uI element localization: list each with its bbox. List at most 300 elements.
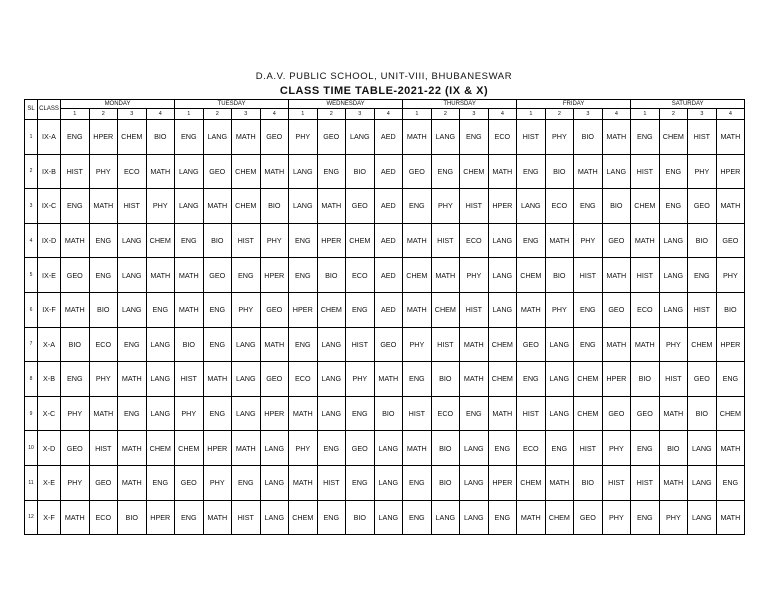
serial-number: 12 bbox=[25, 500, 38, 535]
subject-cell: ENG bbox=[346, 465, 375, 500]
class-name: IX-E bbox=[38, 258, 61, 293]
subject-cell: ENG bbox=[346, 292, 375, 327]
subject-cell: PHY bbox=[716, 258, 745, 293]
subject-cell: ENG bbox=[146, 465, 175, 500]
period-number-header: 2 bbox=[431, 109, 460, 120]
serial-number: 7 bbox=[25, 327, 38, 362]
subject-cell: LANG bbox=[517, 189, 546, 224]
subject-cell: MATH bbox=[203, 362, 232, 397]
table-row bbox=[25, 292, 745, 327]
subject-cell: LANG bbox=[602, 154, 631, 189]
subject-cell: LANG bbox=[545, 396, 574, 431]
period-number-header: 4 bbox=[146, 109, 175, 120]
subject-cell: LANG bbox=[118, 223, 147, 258]
subject-cell: BIO bbox=[545, 154, 574, 189]
subject-cell: GEO bbox=[631, 396, 660, 431]
subject-cell: CHEM bbox=[517, 465, 546, 500]
subject-cell: HIST bbox=[688, 292, 717, 327]
subject-cell: BIO bbox=[545, 258, 574, 293]
serial-number: 2 bbox=[25, 154, 38, 189]
subject-cell: MATH bbox=[545, 223, 574, 258]
subject-cell: PHY bbox=[659, 500, 688, 535]
subject-cell: CHEM bbox=[574, 362, 603, 397]
subject-cell: LANG bbox=[688, 465, 717, 500]
subject-cell: CHEM bbox=[403, 258, 432, 293]
subject-cell: BIO bbox=[574, 120, 603, 155]
subject-cell: HIST bbox=[688, 120, 717, 155]
subject-cell: MATH bbox=[289, 396, 318, 431]
subject-cell: HIST bbox=[175, 362, 204, 397]
subject-cell: LANG bbox=[460, 500, 489, 535]
subject-cell: BIO bbox=[317, 258, 346, 293]
class-name: IX-F bbox=[38, 292, 61, 327]
subject-cell: ENG bbox=[403, 189, 432, 224]
subject-cell: ENG bbox=[488, 500, 517, 535]
day-header: TUESDAY bbox=[175, 100, 289, 109]
subject-cell: GEO bbox=[346, 431, 375, 466]
subject-cell: PHY bbox=[260, 223, 289, 258]
subject-cell: AED bbox=[374, 154, 403, 189]
subject-cell: HIST bbox=[118, 189, 147, 224]
subject-cell: LANG bbox=[260, 500, 289, 535]
subject-cell: PHY bbox=[232, 292, 261, 327]
table-row bbox=[25, 500, 745, 535]
subject-cell: LANG bbox=[232, 327, 261, 362]
period-number-header: 2 bbox=[545, 109, 574, 120]
subject-cell: LANG bbox=[289, 154, 318, 189]
timetable-title: CLASS TIME TABLE-2021-22 (IX & X) bbox=[279, 85, 489, 97]
subject-cell: PHY bbox=[203, 465, 232, 500]
subject-cell: BIO bbox=[431, 465, 460, 500]
subject-cell: HPER bbox=[716, 154, 745, 189]
period-number-header: 3 bbox=[118, 109, 147, 120]
subject-cell: MATH bbox=[631, 223, 660, 258]
subject-cell: ENG bbox=[460, 120, 489, 155]
subject-cell: AED bbox=[374, 258, 403, 293]
subject-cell: HPER bbox=[260, 396, 289, 431]
serial-number: 6 bbox=[25, 292, 38, 327]
subject-cell: LANG bbox=[232, 362, 261, 397]
subject-cell: HPER bbox=[317, 223, 346, 258]
subject-cell: BIO bbox=[346, 154, 375, 189]
subject-cell: MATH bbox=[517, 292, 546, 327]
subject-cell: PHY bbox=[545, 292, 574, 327]
subject-cell: GEO bbox=[374, 327, 403, 362]
subject-cell: LANG bbox=[260, 465, 289, 500]
subject-cell: BIO bbox=[688, 396, 717, 431]
subject-cell: GEO bbox=[403, 154, 432, 189]
subject-cell: LANG bbox=[488, 292, 517, 327]
subject-cell: CHEM bbox=[488, 327, 517, 362]
table-row bbox=[25, 189, 745, 224]
subject-cell: LANG bbox=[203, 120, 232, 155]
day-header: FRIDAY bbox=[517, 100, 631, 109]
subject-cell: ENG bbox=[232, 465, 261, 500]
subject-cell: MATH bbox=[488, 396, 517, 431]
subject-cell: LANG bbox=[488, 258, 517, 293]
subject-cell: LANG bbox=[317, 327, 346, 362]
subject-cell: LANG bbox=[688, 431, 717, 466]
subject-cell: MATH bbox=[118, 362, 147, 397]
subject-cell: PHY bbox=[574, 223, 603, 258]
subject-cell: ENG bbox=[203, 396, 232, 431]
subject-cell: MATH bbox=[545, 465, 574, 500]
period-number-header: 3 bbox=[460, 109, 489, 120]
subject-cell: ENG bbox=[317, 500, 346, 535]
subject-cell: MATH bbox=[260, 154, 289, 189]
period-number-header: 2 bbox=[659, 109, 688, 120]
subject-cell: ECO bbox=[346, 258, 375, 293]
subject-cell: HIST bbox=[431, 327, 460, 362]
subject-cell: LANG bbox=[460, 431, 489, 466]
subject-cell: LANG bbox=[317, 396, 346, 431]
subject-cell: MATH bbox=[89, 396, 118, 431]
class-name: IX-B bbox=[38, 154, 61, 189]
subject-cell: ENG bbox=[289, 223, 318, 258]
serial-number: 10 bbox=[25, 431, 38, 466]
subject-cell: ENG bbox=[175, 120, 204, 155]
day-header-row bbox=[25, 100, 745, 109]
subject-cell: ENG bbox=[688, 258, 717, 293]
subject-cell: LANG bbox=[118, 292, 147, 327]
subject-cell: MATH bbox=[260, 327, 289, 362]
subject-cell: HIST bbox=[574, 431, 603, 466]
subject-cell: HPER bbox=[289, 292, 318, 327]
timetable bbox=[24, 99, 745, 535]
class-name: IX-D bbox=[38, 223, 61, 258]
subject-cell: GEO bbox=[688, 362, 717, 397]
subject-cell: MATH bbox=[146, 154, 175, 189]
subject-cell: LANG bbox=[346, 120, 375, 155]
subject-cell: GEO bbox=[260, 292, 289, 327]
subject-cell: ENG bbox=[146, 292, 175, 327]
period-number-header: 3 bbox=[688, 109, 717, 120]
subject-cell: BIO bbox=[602, 189, 631, 224]
subject-cell: HIST bbox=[631, 465, 660, 500]
subject-cell: MATH bbox=[403, 431, 432, 466]
subject-cell: ENG bbox=[89, 258, 118, 293]
subject-cell: GEO bbox=[260, 120, 289, 155]
subject-cell: LANG bbox=[175, 189, 204, 224]
period-number-header: 4 bbox=[488, 109, 517, 120]
subject-cell: CHEM bbox=[146, 431, 175, 466]
subject-cell: ENG bbox=[346, 396, 375, 431]
subject-cell: BIO bbox=[431, 362, 460, 397]
subject-cell: CHEM bbox=[232, 154, 261, 189]
subject-cell: ENG bbox=[118, 327, 147, 362]
subject-cell: ENG bbox=[61, 362, 90, 397]
subject-cell: ENG bbox=[631, 120, 660, 155]
table-row bbox=[25, 154, 745, 189]
subject-cell: PHY bbox=[346, 362, 375, 397]
serial-number: 5 bbox=[25, 258, 38, 293]
subject-cell: ECO bbox=[89, 327, 118, 362]
subject-cell: HIST bbox=[631, 154, 660, 189]
subject-cell: BIO bbox=[118, 500, 147, 535]
subject-cell: GEO bbox=[175, 465, 204, 500]
subject-cell: GEO bbox=[716, 223, 745, 258]
subject-cell: HPER bbox=[260, 258, 289, 293]
subject-cell: ENG bbox=[403, 500, 432, 535]
table-row bbox=[25, 362, 745, 397]
subject-cell: CHEM bbox=[346, 223, 375, 258]
timetable-body bbox=[25, 120, 745, 535]
table-row bbox=[25, 223, 745, 258]
subject-cell: ENG bbox=[574, 327, 603, 362]
subject-cell: ENG bbox=[118, 396, 147, 431]
subject-cell: MATH bbox=[289, 465, 318, 500]
subject-cell: PHY bbox=[403, 327, 432, 362]
subject-cell: ENG bbox=[317, 431, 346, 466]
subject-cell: LANG bbox=[545, 327, 574, 362]
subject-cell: HIST bbox=[317, 465, 346, 500]
subject-cell: CHEM bbox=[232, 189, 261, 224]
period-number-header: 2 bbox=[317, 109, 346, 120]
subject-cell: ENG bbox=[659, 189, 688, 224]
subject-cell: ENG bbox=[431, 154, 460, 189]
subject-cell: ENG bbox=[61, 120, 90, 155]
subject-cell: ENG bbox=[574, 189, 603, 224]
subject-cell: ENG bbox=[659, 154, 688, 189]
subject-cell: LANG bbox=[146, 396, 175, 431]
subject-cell: HIST bbox=[61, 154, 90, 189]
subject-cell: MATH bbox=[716, 431, 745, 466]
subject-cell: LANG bbox=[431, 500, 460, 535]
subject-cell: MATH bbox=[602, 327, 631, 362]
subject-cell: CHEM bbox=[716, 396, 745, 431]
subject-cell: GEO bbox=[346, 189, 375, 224]
period-number-header: 2 bbox=[89, 109, 118, 120]
period-number-header: 1 bbox=[289, 109, 318, 120]
class-name: IX-C bbox=[38, 189, 61, 224]
subject-cell: BIO bbox=[175, 327, 204, 362]
subject-cell: MATH bbox=[659, 465, 688, 500]
subject-cell: MATH bbox=[61, 500, 90, 535]
subject-cell: MATH bbox=[716, 120, 745, 155]
subject-cell: LANG bbox=[175, 154, 204, 189]
table-row bbox=[25, 327, 745, 362]
day-header: WEDNESDAY bbox=[289, 100, 403, 109]
subject-cell: ENG bbox=[175, 500, 204, 535]
subject-cell: AED bbox=[374, 292, 403, 327]
subject-cell: AED bbox=[374, 223, 403, 258]
period-number-header: 4 bbox=[374, 109, 403, 120]
subject-cell: MATH bbox=[574, 154, 603, 189]
subject-cell: HIST bbox=[659, 362, 688, 397]
subject-cell: MATH bbox=[118, 431, 147, 466]
subject-cell: BIO bbox=[574, 465, 603, 500]
serial-number: 11 bbox=[25, 465, 38, 500]
serial-number: 3 bbox=[25, 189, 38, 224]
class-header: CLASS bbox=[38, 100, 61, 120]
subject-cell: ECO bbox=[545, 189, 574, 224]
period-number-header: 1 bbox=[631, 109, 660, 120]
subject-cell: LANG bbox=[659, 292, 688, 327]
subject-cell: GEO bbox=[517, 327, 546, 362]
table-row bbox=[25, 431, 745, 466]
subject-cell: CHEM bbox=[118, 120, 147, 155]
subject-cell: HPER bbox=[89, 120, 118, 155]
subject-cell: MATH bbox=[659, 396, 688, 431]
subject-cell: ECO bbox=[431, 396, 460, 431]
subject-cell: PHY bbox=[659, 327, 688, 362]
day-header: SATURDAY bbox=[631, 100, 745, 109]
subject-cell: HPER bbox=[203, 431, 232, 466]
subject-cell: CHEM bbox=[488, 362, 517, 397]
subject-cell: LANG bbox=[488, 223, 517, 258]
subject-cell: GEO bbox=[602, 396, 631, 431]
subject-cell: BIO bbox=[688, 223, 717, 258]
subject-cell: LANG bbox=[374, 431, 403, 466]
subject-cell: LANG bbox=[659, 258, 688, 293]
subject-cell: HIST bbox=[89, 431, 118, 466]
subject-cell: BIO bbox=[716, 292, 745, 327]
subject-cell: BIO bbox=[89, 292, 118, 327]
subject-cell: CHEM bbox=[517, 258, 546, 293]
subject-cell: HIST bbox=[403, 396, 432, 431]
subject-cell: LANG bbox=[688, 500, 717, 535]
subject-cell: BIO bbox=[631, 362, 660, 397]
serial-number: 8 bbox=[25, 362, 38, 397]
serial-number: 1 bbox=[25, 120, 38, 155]
subject-cell: CHEM bbox=[460, 154, 489, 189]
subject-cell: LANG bbox=[260, 431, 289, 466]
subject-cell: ENG bbox=[317, 154, 346, 189]
serial-number: 9 bbox=[25, 396, 38, 431]
subject-cell: BIO bbox=[346, 500, 375, 535]
subject-cell: MATH bbox=[460, 362, 489, 397]
subject-cell: MATH bbox=[146, 258, 175, 293]
subject-cell: MATH bbox=[403, 120, 432, 155]
subject-cell: ENG bbox=[517, 223, 546, 258]
subject-cell: HPER bbox=[146, 500, 175, 535]
subject-cell: LANG bbox=[232, 396, 261, 431]
subject-cell: MATH bbox=[631, 327, 660, 362]
subject-cell: MATH bbox=[175, 258, 204, 293]
subject-cell: PHY bbox=[602, 431, 631, 466]
subject-cell: BIO bbox=[146, 120, 175, 155]
subject-cell: MATH bbox=[118, 465, 147, 500]
subject-cell: CHEM bbox=[175, 431, 204, 466]
period-number-header: 1 bbox=[61, 109, 90, 120]
subject-cell: ENG bbox=[631, 431, 660, 466]
subject-cell: HIST bbox=[631, 258, 660, 293]
subject-cell: MATH bbox=[89, 189, 118, 224]
subject-cell: MATH bbox=[602, 120, 631, 155]
subject-cell: MATH bbox=[431, 258, 460, 293]
period-number-header: 1 bbox=[517, 109, 546, 120]
subject-cell: MATH bbox=[61, 223, 90, 258]
subject-cell: GEO bbox=[317, 120, 346, 155]
subject-cell: ENG bbox=[545, 431, 574, 466]
subject-cell: PHY bbox=[89, 362, 118, 397]
subject-cell: BIO bbox=[374, 396, 403, 431]
subject-cell: MATH bbox=[317, 189, 346, 224]
table-row bbox=[25, 465, 745, 500]
subject-cell: MATH bbox=[232, 431, 261, 466]
subject-cell: HPER bbox=[488, 189, 517, 224]
period-number-header: 4 bbox=[602, 109, 631, 120]
subject-cell: HPER bbox=[488, 465, 517, 500]
class-name: X-D bbox=[38, 431, 61, 466]
subject-cell: ENG bbox=[89, 223, 118, 258]
subject-cell: AED bbox=[374, 189, 403, 224]
subject-cell: PHY bbox=[175, 396, 204, 431]
subject-cell: ECO bbox=[289, 362, 318, 397]
class-name: IX-A bbox=[38, 120, 61, 155]
subject-cell: CHEM bbox=[659, 120, 688, 155]
subject-cell: LANG bbox=[545, 362, 574, 397]
subject-cell: MATH bbox=[460, 327, 489, 362]
subject-cell: LANG bbox=[460, 465, 489, 500]
class-name: X-E bbox=[38, 465, 61, 500]
subject-cell: BIO bbox=[659, 431, 688, 466]
period-number-header: 1 bbox=[175, 109, 204, 120]
subject-cell: ENG bbox=[403, 465, 432, 500]
subject-cell: LANG bbox=[146, 327, 175, 362]
subject-cell: HIST bbox=[460, 189, 489, 224]
subject-cell: ENG bbox=[517, 362, 546, 397]
subject-cell: LANG bbox=[431, 120, 460, 155]
subject-cell: HPER bbox=[716, 327, 745, 362]
subject-cell: PHY bbox=[460, 258, 489, 293]
subject-cell: ENG bbox=[403, 362, 432, 397]
subject-cell: ENG bbox=[716, 465, 745, 500]
subject-cell: ECO bbox=[631, 292, 660, 327]
period-number-header: 4 bbox=[716, 109, 745, 120]
subject-cell: MATH bbox=[203, 189, 232, 224]
subject-cell: GEO bbox=[203, 154, 232, 189]
subject-cell: LANG bbox=[289, 189, 318, 224]
subject-cell: ECO bbox=[460, 223, 489, 258]
subject-cell: MATH bbox=[488, 154, 517, 189]
class-name: X-C bbox=[38, 396, 61, 431]
period-number-header: 1 bbox=[403, 109, 432, 120]
subject-cell: LANG bbox=[317, 362, 346, 397]
subject-cell: ENG bbox=[289, 327, 318, 362]
subject-cell: ENG bbox=[631, 500, 660, 535]
subject-cell: GEO bbox=[89, 465, 118, 500]
subject-cell: ENG bbox=[203, 292, 232, 327]
subject-cell: HIST bbox=[232, 223, 261, 258]
subject-cell: GEO bbox=[61, 431, 90, 466]
subject-cell: CHEM bbox=[545, 500, 574, 535]
subject-cell: MATH bbox=[716, 500, 745, 535]
subject-cell: PHY bbox=[289, 120, 318, 155]
serial-number: 4 bbox=[25, 223, 38, 258]
subject-cell: PHY bbox=[61, 396, 90, 431]
subject-cell: MATH bbox=[203, 500, 232, 535]
subject-cell: LANG bbox=[146, 362, 175, 397]
class-name: X-B bbox=[38, 362, 61, 397]
subject-cell: CHEM bbox=[574, 396, 603, 431]
table-row bbox=[25, 396, 745, 431]
subject-cell: PHY bbox=[146, 189, 175, 224]
subject-cell: ECO bbox=[488, 120, 517, 155]
subject-cell: HIST bbox=[346, 327, 375, 362]
subject-cell: LANG bbox=[118, 258, 147, 293]
subject-cell: ENG bbox=[61, 189, 90, 224]
subject-cell: MATH bbox=[374, 362, 403, 397]
subject-cell: HIST bbox=[574, 258, 603, 293]
subject-cell: MATH bbox=[403, 292, 432, 327]
subject-cell: ENG bbox=[203, 327, 232, 362]
subject-cell: HIST bbox=[602, 465, 631, 500]
subject-cell: GEO bbox=[602, 292, 631, 327]
subject-cell: BIO bbox=[203, 223, 232, 258]
subject-cell: MATH bbox=[232, 120, 261, 155]
day-header: THURSDAY bbox=[403, 100, 517, 109]
